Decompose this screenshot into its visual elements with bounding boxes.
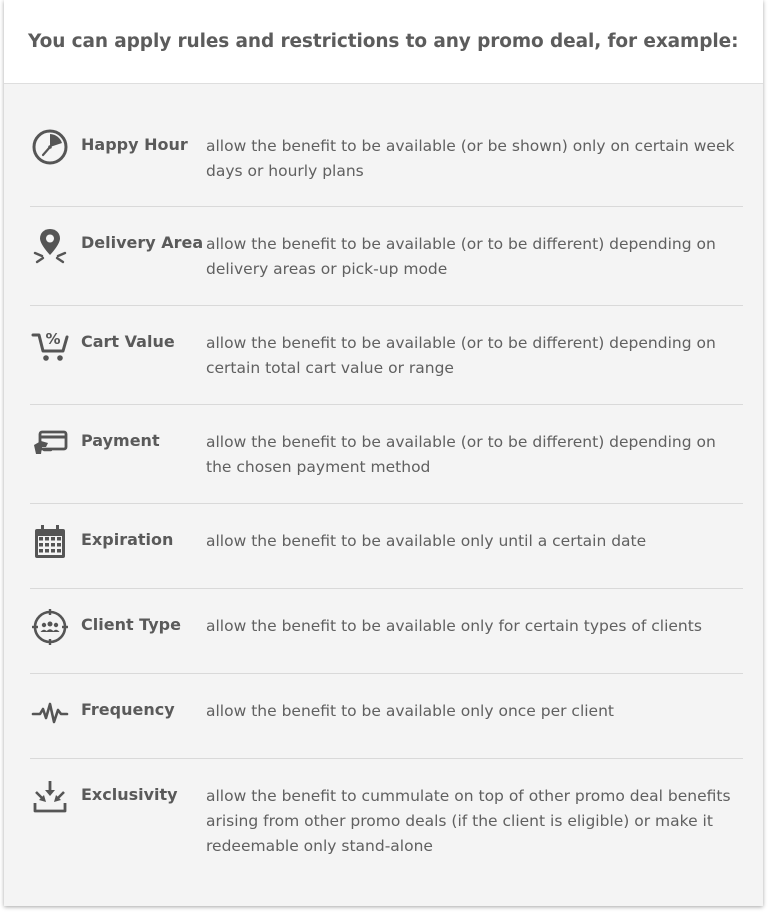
rule-name: Happy Hour	[81, 135, 188, 154]
page-title: You can apply rules and restrictions to any promo deal, for example:	[28, 31, 739, 52]
rule-cart-value	[30, 306, 743, 405]
rule-client-type	[30, 589, 743, 674]
rule-name: Delivery Area	[81, 233, 204, 252]
target-users-icon	[30, 607, 70, 647]
rule-name: Frequency	[81, 700, 175, 719]
rule-description: allow the benefit to be available (or be shown) only on certain week days or hourly plans	[206, 137, 735, 180]
rule-frequency	[30, 674, 743, 759]
rule-name: Payment	[81, 431, 160, 450]
card-payment-icon	[30, 423, 70, 463]
rule-name: Client Type	[81, 615, 181, 634]
rule-payment	[30, 405, 743, 504]
rule-happy-hour	[30, 109, 743, 207]
rule-description: allow the benefit to be available (or to be different) depending on certain total cart value or range	[206, 334, 716, 377]
rule-description: allow the benefit to be available (or to be different) depending on delivery areas or pick-up mode	[206, 235, 716, 278]
rule-name: Exclusivity	[81, 785, 178, 804]
rule-description: allow the benefit to be available only once per client	[206, 702, 614, 720]
cart-percent-icon	[30, 324, 70, 364]
rule-description: allow the benefit to be available (or to be different) depending on the chosen payment method	[206, 433, 716, 476]
rule-description: allow the benefit to be available only for certain types of clients	[206, 617, 702, 635]
promo-rules-card	[4, 0, 763, 906]
rule-delivery-area	[30, 207, 743, 306]
pulse-icon	[30, 692, 70, 732]
rule-name: Expiration	[81, 530, 174, 549]
tray-arrows-icon	[30, 777, 70, 817]
svg-text:%: %	[45, 330, 61, 348]
map-pin-icon	[30, 225, 70, 265]
rules-list	[30, 109, 743, 869]
rule-exclusivity	[30, 759, 743, 869]
clock-icon	[30, 127, 70, 167]
card-header	[4, 0, 763, 84]
rule-expiration	[30, 504, 743, 589]
rule-description: allow the benefit to be available only until a certain date	[206, 532, 647, 550]
calendar-icon	[30, 522, 70, 562]
rule-name: Cart Value	[81, 332, 175, 351]
rule-description: allow the benefit to cummulate on top of other promo deal benefits arising from other promo deals (if the client is eligible) or make it redeemable only stand-alone	[206, 787, 731, 855]
